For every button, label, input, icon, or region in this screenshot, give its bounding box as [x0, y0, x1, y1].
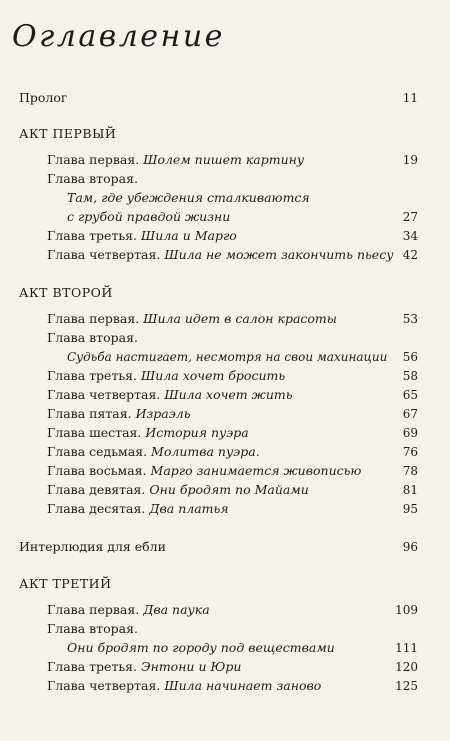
toc-entry-label: Пролог: [19, 90, 68, 105]
chapter-prefix: Глава третья.: [47, 368, 142, 383]
toc-entry[interactable]: [0, 367, 450, 385]
chapter-title: Шила начинает заново: [164, 678, 322, 693]
chapter-prefix: Глава первая.: [47, 602, 144, 617]
toc-entry-continuation[interactable]: [0, 639, 450, 657]
chapter-title: Марго занимается живописью: [150, 463, 362, 478]
toc-entry[interactable]: [0, 424, 450, 442]
toc-page-number: 27: [402, 210, 418, 224]
chapter-title: Два паука: [143, 602, 210, 617]
chapter-prefix: Глава четвертая.: [47, 678, 165, 693]
act-heading: АКТ ПЕРВЫЙ: [19, 126, 117, 141]
toc-entry[interactable]: [0, 329, 450, 347]
toc-entry[interactable]: [0, 227, 450, 245]
toc-entry[interactable]: [0, 481, 450, 499]
toc-entry[interactable]: [0, 462, 450, 480]
chapter-title: Шила идет в салон красоты: [143, 311, 337, 326]
toc-page-number: 120: [395, 660, 418, 674]
chapter-title: Они бродят по городу под веществами: [67, 640, 335, 655]
chapter-prefix: Глава четвертая.: [47, 387, 165, 402]
chapter-prefix: Глава первая.: [47, 152, 144, 167]
toc-page-number: 111: [395, 641, 418, 655]
chapter-title: Шила хочет жить: [164, 387, 293, 402]
toc-entry-continuation[interactable]: [0, 348, 450, 366]
toc-page-number: 81: [402, 483, 418, 497]
toc-page-number: 76: [402, 445, 418, 459]
chapter-title: Израэль: [135, 406, 191, 421]
toc-entry[interactable]: [0, 310, 450, 328]
toc-entry[interactable]: [0, 443, 450, 461]
chapter-title: Судьба настигает, несмотря на свои махинации: [67, 350, 388, 364]
toc-entry[interactable]: [0, 386, 450, 404]
toc-page-number: 67: [402, 407, 418, 421]
chapter-prefix: Глава девятая.: [47, 482, 150, 497]
chapter-prefix: Глава шестая.: [47, 425, 146, 440]
toc-entry[interactable]: [0, 601, 450, 619]
chapter-prefix: Глава вторая.: [47, 621, 138, 636]
toc-entry[interactable]: [0, 151, 450, 169]
chapter-prefix: Глава вторая.: [47, 171, 138, 186]
chapter-title: Шолем пишет картину: [143, 152, 305, 167]
chapter-title: Шила и Марго: [141, 228, 237, 243]
chapter-title: История пуэра: [145, 425, 249, 440]
toc-page-number: 42: [402, 248, 418, 262]
toc-page-number: 11: [402, 91, 418, 105]
chapter-prefix: Глава восьмая.: [47, 463, 151, 478]
chapter-prefix: Глава четвертая.: [47, 247, 165, 262]
toc-page-number: 56: [402, 350, 418, 364]
toc-page-number: 96: [402, 540, 418, 554]
toc-entry-label: Интерлюдия для ебли: [19, 539, 166, 554]
chapter-prefix: Глава десятая.: [47, 501, 150, 516]
chapter-prefix: Глава третья.: [47, 228, 142, 243]
toc-page-number: 34: [402, 229, 418, 243]
chapter-prefix: Глава первая.: [47, 311, 144, 326]
chapter-prefix: Глава третья.: [47, 659, 142, 674]
toc-entry-prologue[interactable]: [0, 89, 450, 107]
chapter-prefix: Глава седьмая.: [47, 444, 152, 459]
toc-entry[interactable]: [0, 620, 450, 638]
toc-entry[interactable]: [0, 658, 450, 676]
chapter-title: Энтони и Юри: [141, 659, 242, 674]
chapter-prefix: Глава вторая.: [47, 330, 138, 345]
page-title: Оглавление: [12, 19, 225, 54]
chapter-title: Шила хочет бросить: [141, 368, 286, 383]
toc-page-number: 125: [395, 679, 418, 693]
toc-entry[interactable]: [0, 677, 450, 695]
chapter-prefix: Глава пятая.: [47, 406, 136, 421]
chapter-title: Они бродят по Майами: [149, 482, 309, 497]
toc-entry[interactable]: [0, 170, 450, 188]
toc-page-number: 53: [402, 312, 418, 326]
act-heading: АКТ ВТОРОЙ: [19, 285, 113, 300]
chapter-title: Там, где убеждения сталкиваются: [67, 190, 310, 205]
toc-entry[interactable]: [0, 405, 450, 423]
toc-entry-continuation[interactable]: [0, 189, 450, 207]
chapter-title: Два платья: [149, 501, 229, 516]
chapter-title: с грубой правдой жизни: [67, 209, 231, 224]
toc-entry-interlude[interactable]: [0, 538, 450, 556]
chapter-title: Молитва пуэра.: [151, 444, 260, 459]
toc-page-number: 19: [402, 153, 418, 167]
toc-entry-continuation[interactable]: [0, 208, 450, 226]
toc-entry[interactable]: [0, 246, 450, 264]
toc-page-number: 65: [402, 388, 418, 402]
act-heading: АКТ ТРЕТИЙ: [19, 576, 112, 591]
toc-page-number: 95: [402, 502, 418, 516]
toc-page-number: 69: [402, 426, 418, 440]
toc-page-number: 78: [402, 464, 418, 478]
toc-entry[interactable]: [0, 500, 450, 518]
toc-page-number: 58: [402, 369, 418, 383]
chapter-title: Шила не может закончить пьесу: [164, 247, 394, 262]
toc-page-number: 109: [395, 603, 418, 617]
